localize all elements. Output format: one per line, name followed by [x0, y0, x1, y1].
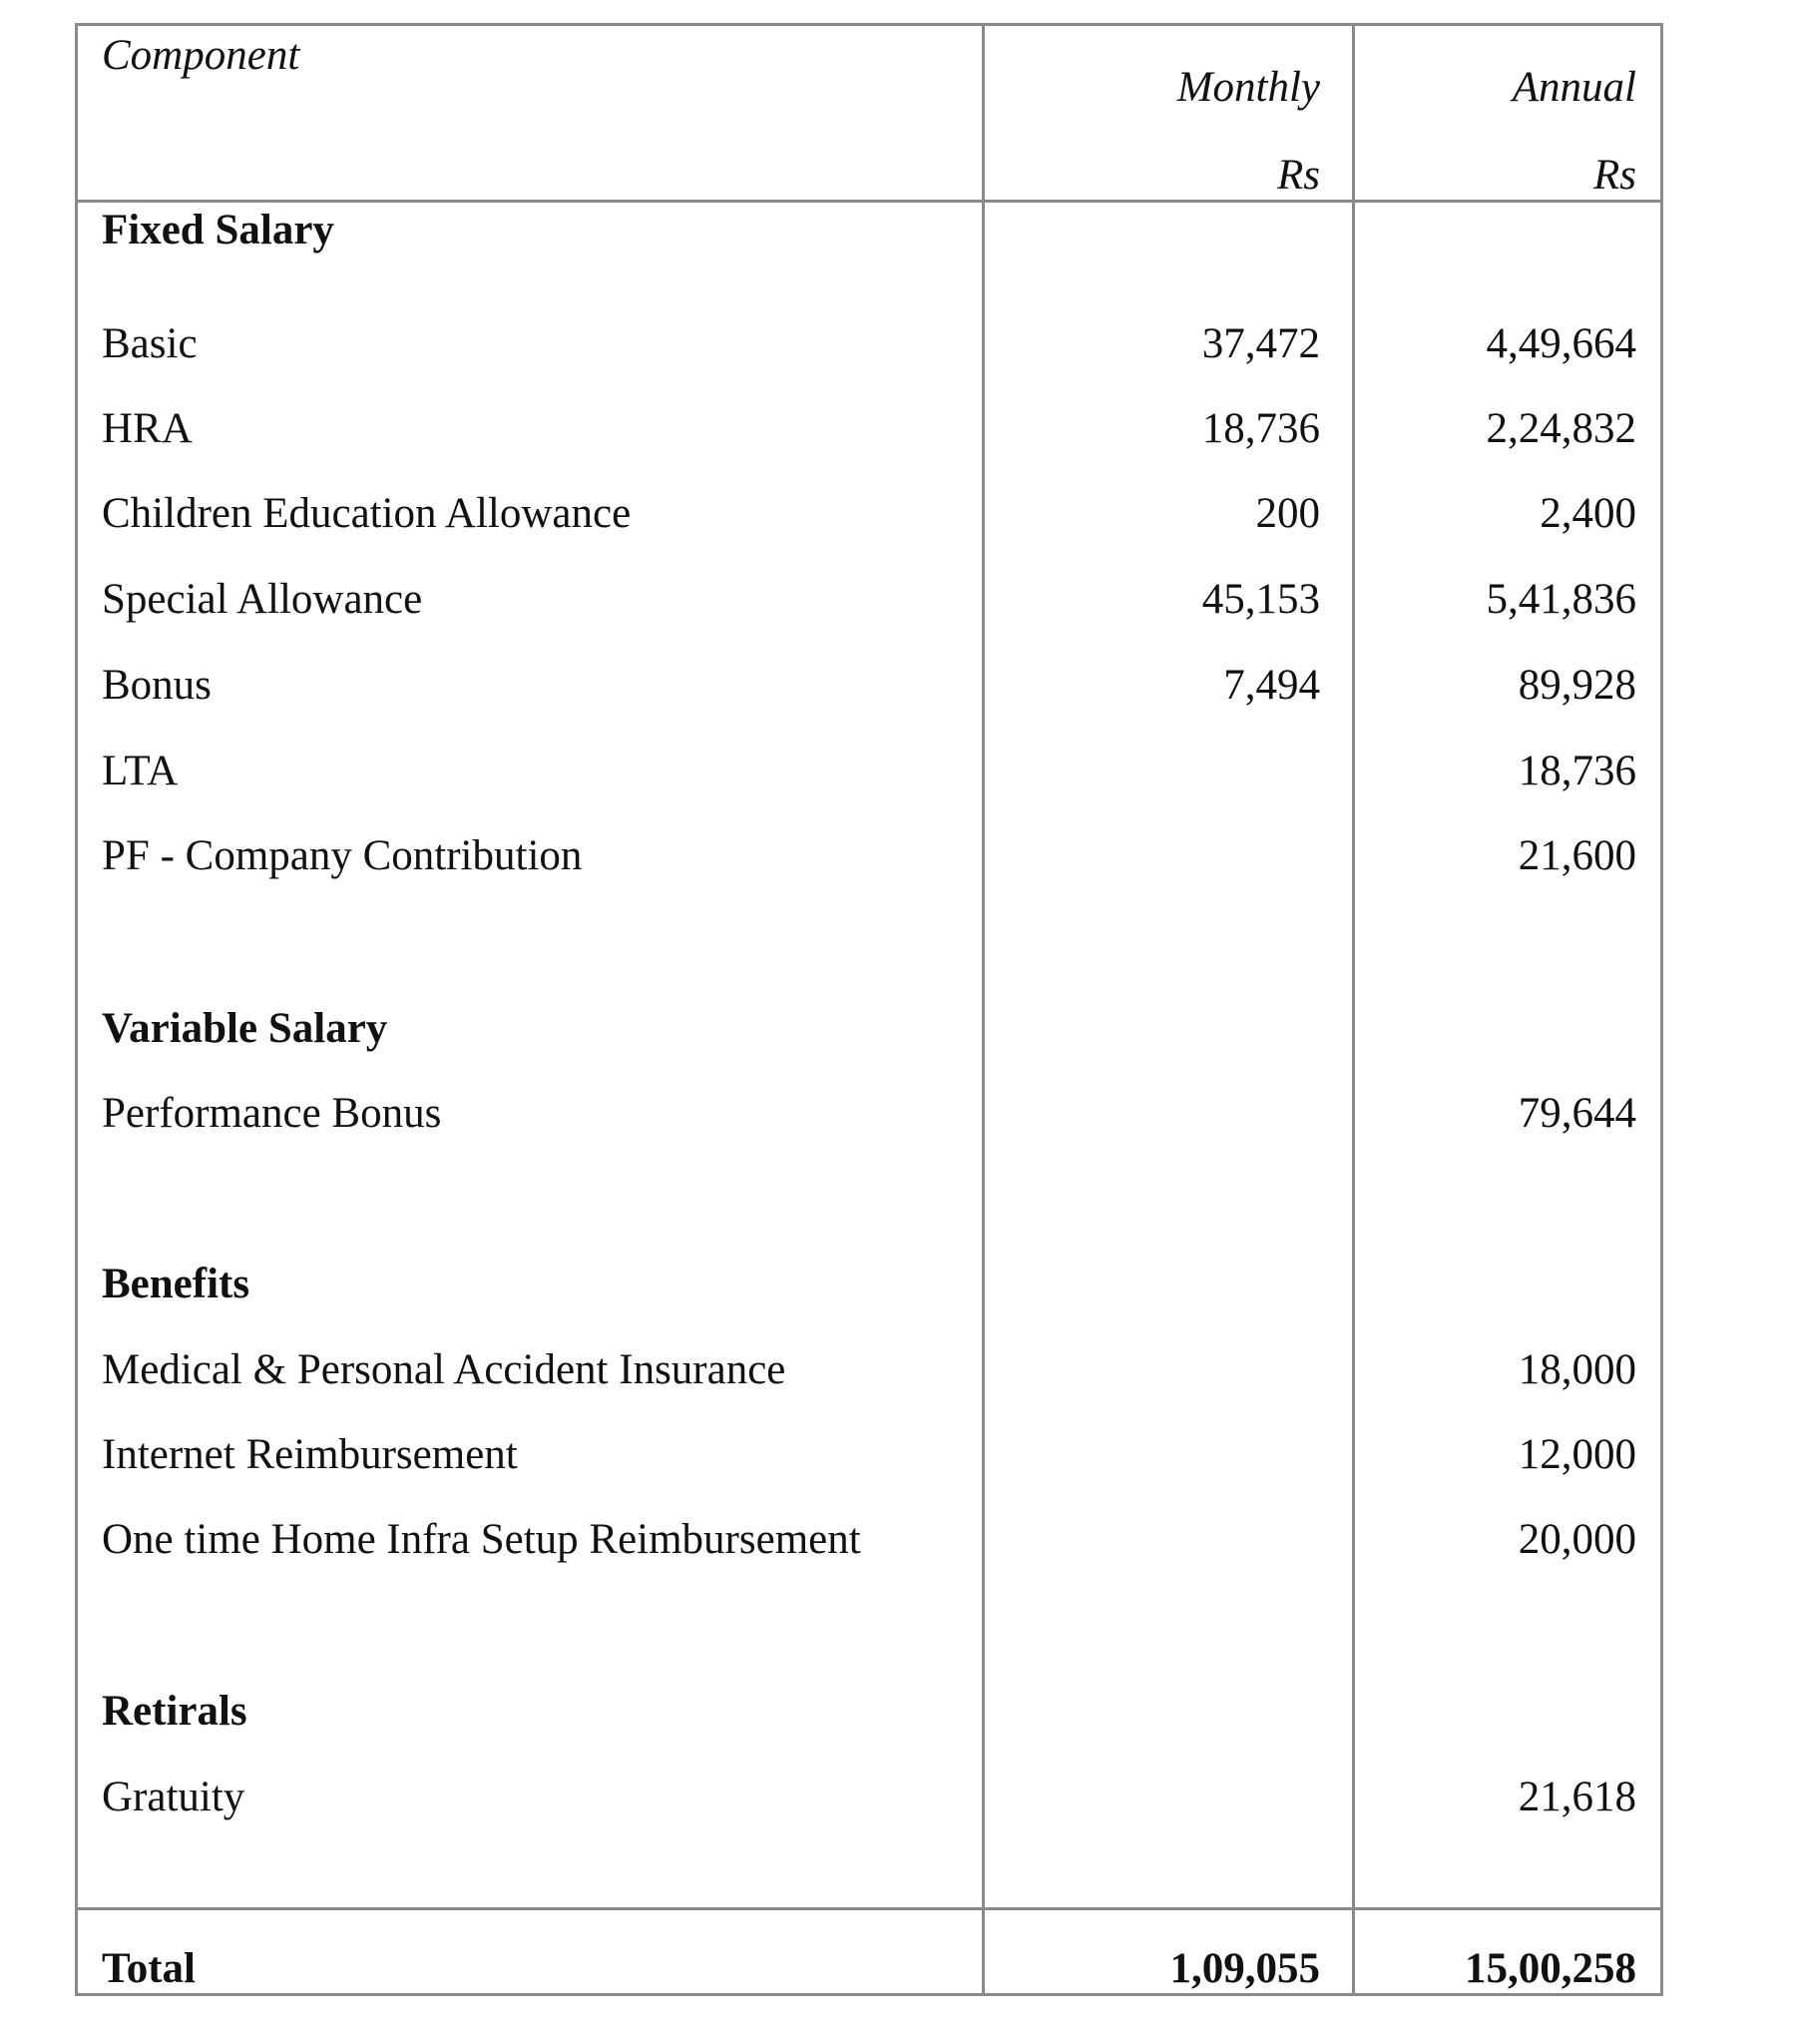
row-label: Special Allowance: [102, 576, 423, 623]
header-component: Component: [102, 32, 300, 79]
row-monthly: 18,736: [1201, 405, 1320, 452]
column-divider: [1352, 26, 1355, 1993]
row-annual: 18,736: [1518, 748, 1636, 794]
row-label: Children Education Allowance: [102, 490, 632, 537]
row-monthly: 7,494: [1223, 662, 1320, 709]
header-annual-unit: Rs: [1593, 152, 1636, 199]
total-annual: 15,00,258: [1465, 1945, 1636, 1992]
row-annual: 21,600: [1518, 832, 1636, 879]
row-annual: 21,618: [1518, 1774, 1636, 1820]
section-title: Benefits: [102, 1261, 250, 1307]
header-divider: [78, 200, 1660, 203]
section-title: Retirals: [102, 1688, 247, 1735]
row-annual: 2,24,832: [1486, 405, 1636, 452]
row-label: Gratuity: [102, 1774, 245, 1820]
row-annual: 89,928: [1518, 662, 1636, 709]
section-title: Fixed Salary: [102, 207, 334, 254]
row-label: LTA: [102, 748, 179, 794]
row-label: Bonus: [102, 662, 212, 709]
row-label: Basic: [102, 320, 198, 367]
salary-table: [75, 23, 1663, 1996]
row-annual: 2,400: [1540, 490, 1636, 537]
row-monthly: 37,472: [1201, 320, 1320, 367]
row-annual: 4,49,664: [1486, 320, 1636, 367]
row-monthly: 200: [1255, 490, 1320, 537]
row-annual: 18,000: [1518, 1346, 1636, 1393]
row-label: PF - Company Contribution: [102, 832, 583, 879]
section-title: Variable Salary: [102, 1005, 388, 1052]
row-annual: 5,41,836: [1486, 576, 1636, 623]
total-divider: [78, 1907, 1660, 1910]
total-monthly: 1,09,055: [1169, 1945, 1320, 1992]
row-label: HRA: [102, 405, 193, 452]
row-label: Internet Reimbursement: [102, 1431, 518, 1478]
header-monthly: Monthly: [1176, 64, 1320, 111]
total-label: Total: [102, 1945, 196, 1992]
row-label: Medical & Personal Accident Insurance: [102, 1346, 786, 1393]
row-annual: 12,000: [1518, 1431, 1636, 1478]
column-divider: [982, 26, 985, 1993]
header-monthly-unit: Rs: [1277, 152, 1320, 199]
header-annual: Annual: [1512, 64, 1636, 111]
row-annual: 79,644: [1518, 1090, 1636, 1137]
row-annual: 20,000: [1518, 1516, 1636, 1563]
row-label: One time Home Infra Setup Reimbursement: [102, 1516, 861, 1563]
row-label: Performance Bonus: [102, 1090, 442, 1137]
row-monthly: 45,153: [1201, 576, 1320, 623]
